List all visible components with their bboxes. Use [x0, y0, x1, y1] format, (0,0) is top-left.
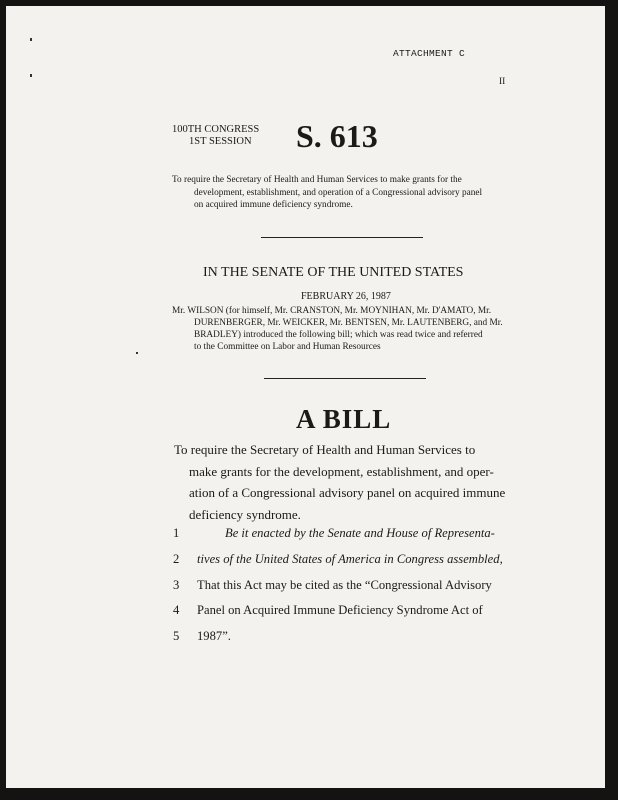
- bill-text-line: [173, 603, 483, 618]
- summary-line: To require the Secretary of Health and Human Services to make grants for the: [172, 175, 462, 185]
- document-page: [6, 6, 605, 788]
- sponsors-paragraph: [172, 305, 524, 353]
- line-text: 1987”.: [197, 629, 231, 643]
- divider: [264, 378, 426, 379]
- title-line: ation of a Congressional advisory panel on acquired immune: [189, 485, 506, 500]
- title-line: deficiency syndrome.: [189, 506, 301, 522]
- margin-mark: [30, 74, 32, 77]
- line-text: That this Act may be cited as the “Congressional Advisory: [197, 578, 492, 592]
- line-number: 1: [173, 526, 180, 540]
- attachment-label: ATTACHMENT C: [393, 48, 466, 59]
- line-number: 5: [173, 629, 180, 643]
- margin-mark: [30, 38, 32, 41]
- bill-number: S. 613: [296, 118, 378, 154]
- bill-text-line: [173, 552, 503, 567]
- line-text: Panel on Acquired Immune Deficiency Syndrome Act of: [197, 603, 483, 617]
- line-number: 3: [173, 578, 180, 592]
- introduced-date: FEBRUARY 26, 1987: [301, 291, 391, 302]
- line-number: 2: [173, 552, 180, 566]
- session-label: 1ST SESSION: [189, 136, 252, 147]
- bill-text-line: [173, 526, 495, 541]
- intro-line: Mr. WILSON (for himself, Mr. CRANSTON, Mr. MOYNIHAN, Mr. D'AMATO, Mr.: [172, 306, 492, 316]
- margin-mark: [136, 352, 138, 354]
- line-text: tives of the United States of America in Congress assembled,: [197, 552, 503, 566]
- congress-label: 100TH CONGRESS: [172, 124, 260, 135]
- intro-line: DURENBERGER, Mr. WEICKER, Mr. BENTSEN, Mr. LAUTENBERG, and Mr.: [194, 318, 503, 328]
- summary-line: on acquired immune deficiency syndrome.: [194, 200, 353, 210]
- line-number: 4: [173, 603, 180, 617]
- document-type: A BILL: [296, 404, 392, 434]
- summary-line: development, establishment, and operation of a Congressional advisory panel: [194, 187, 483, 198]
- title-line: To require the Secretary of Health and Human Services to: [174, 442, 476, 457]
- chamber-heading: IN THE SENATE OF THE UNITED STATES: [203, 265, 464, 280]
- bill-text-line: [173, 629, 231, 644]
- bill-title: [174, 439, 526, 525]
- line-text: Be it enacted by the Senate and House of Representa-: [225, 526, 495, 540]
- intro-line: BRADLEY) introduced the following bill; which was read twice and referred: [194, 330, 483, 340]
- bill-summary: [172, 174, 524, 212]
- intro-line: to the Committee on Labor and Human Resources: [194, 342, 381, 352]
- roman-marker: II: [499, 77, 506, 87]
- title-line: make grants for the development, establishment, and oper-: [189, 463, 494, 479]
- divider: [261, 237, 423, 238]
- bill-text-line: [173, 578, 492, 593]
